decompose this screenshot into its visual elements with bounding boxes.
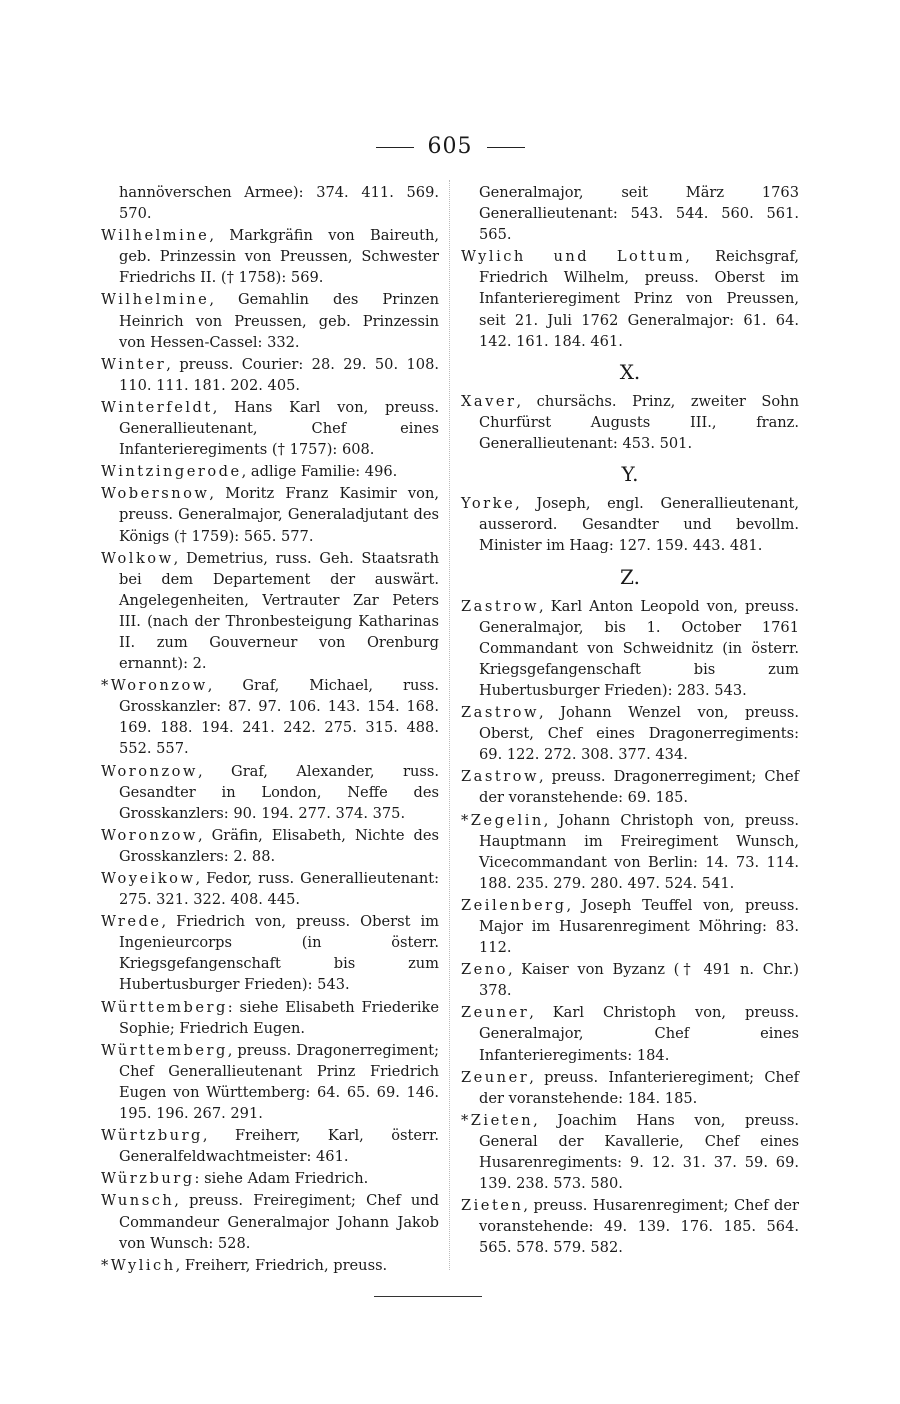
entry-headword: Wolkow [101, 549, 174, 567]
footer-rule [374, 1296, 482, 1297]
entry-text: , Karl Christoph von, preuss. Generalmajor, Chef eines Infanterieregiments: 184. [479, 1004, 799, 1064]
index-entry [101, 868, 439, 910]
index-entry [101, 289, 439, 352]
entry-text: , Gräfin, Elisabeth, Nichte des Grosskanzlers: 2. 88. [119, 826, 439, 865]
entry-text: , Fedor, russ. Generallieutenant: 275. 321. 322. 408. 445. [119, 870, 439, 909]
index-entry [101, 761, 439, 824]
index-entry [101, 1125, 439, 1167]
entry-headword: Wilhelmine [101, 227, 210, 245]
entry-headword: Winterfeldt [101, 398, 213, 416]
entry-headword: Zastrow [461, 704, 539, 722]
entry-headword: Zieten [461, 1197, 524, 1215]
entry-headword: Würtzburg [101, 1127, 203, 1145]
entry-text: , Freiherr, Karl, österr. Generalfeldwachtmeister: 461. [119, 1127, 439, 1166]
entry-headword: Zastrow [461, 768, 539, 786]
entry-text: , preuss. Dragonerregiment; Chef der voranstehende: 69. 185. [479, 768, 799, 807]
index-entry [101, 997, 439, 1039]
index-entry [101, 1040, 439, 1124]
index-entry [461, 1067, 799, 1109]
entry-text: , Graf, Michael, russ. Grosskanzler: 87. 97. 106. 143. 154. 168. 169. 188. 194. 241. 242. 275. 315. 488. 552. 557. [119, 677, 439, 758]
index-entry [461, 493, 799, 556]
entry-text: , Joseph Teuffel von, preuss. Major im Husarenregiment Möhring: 83. 112. [479, 896, 799, 957]
entry-headword: Zastrow [461, 597, 539, 615]
entry-headword: Woyeikow [101, 870, 196, 887]
entry-headword: Württemberg [101, 998, 228, 1016]
entry-headword: Zeilenberg [461, 896, 567, 914]
entry-headword: Wylich und Lottum [461, 248, 686, 266]
index-entry [461, 1002, 799, 1065]
entry-text: , adlige Familie: 496. [241, 463, 398, 481]
entry-headword: Württemberg [101, 1041, 228, 1059]
entry-headword: *Zegelin [461, 811, 544, 829]
index-entry [101, 548, 439, 675]
entry-text: , Joachim Hans von, preuss. General der Kavallerie, Chef eines Husarenregiments: 9. 12. 31. 37. 59. 69. 139. 238. 573. 580. [479, 1111, 799, 1193]
entry-text: hannöverschen Armee): 374. 411. 569. 570. [119, 184, 439, 223]
entry-headword: Zeno [461, 961, 508, 979]
index-entry [461, 702, 799, 765]
entry-text: : siehe Elisabeth Friederike Sophie; Friedrich Eugen. [119, 998, 439, 1037]
index-entry [101, 825, 439, 867]
index-entry [461, 596, 799, 701]
index-entry [101, 182, 439, 224]
index-entry [101, 1255, 439, 1276]
section-letter: X. [619, 359, 641, 384]
entry-text: , preuss. Freiregiment; Chef und Commandeur Generalmajor Johann Jakob von Wunsch: 528. [119, 1192, 439, 1252]
entry-headword: *Zieten [461, 1111, 534, 1129]
entry-text: , Moritz Franz Kasimir von, preuss. Generalmajor, Generaladjutant des Königs († 1759): 565. 577. [119, 485, 439, 545]
index-entry [101, 1190, 439, 1253]
page-header [0, 134, 900, 159]
index-entry [101, 1168, 439, 1189]
index-entry [101, 483, 439, 546]
section-letter: Y. [621, 462, 639, 487]
entry-text: , Karl Anton Leopold von, preuss. Generalmajor, bis 1. October 1761 Commandant von Schweidnitz (in österr. Kriegsgefangenschaft bis zum Hubertusburger Frieden): 283. 543. [479, 597, 799, 699]
entry-text: : siehe Adam Friedrich. [194, 1170, 369, 1188]
entry-text: Generalmajor, seit März 1763 Generallieutenant: 543. 544. 560. 561. 565. [479, 184, 799, 244]
entry-text: , preuss. Dragonerregiment; Chef Generallieutenant Prinz Friedrich Eugen von Württemberg: 64. 65. 69. 146. 195. 196. 267. 291. [119, 1041, 439, 1123]
left-column [101, 182, 439, 1277]
entry-headword: Xaver [461, 392, 517, 410]
index-entry [461, 766, 799, 808]
index-entry [101, 397, 439, 460]
index-entry [461, 1195, 799, 1258]
entry-text: , Reichsgraf, Friedrich Wilhelm, preuss. Oberst im Infanterieregiment Prinz von Preussen, seit 21. Juli 1762 Generalmajor: 61. 64. 142. 161. 184. 461. [479, 248, 799, 350]
entry-headword: Yorke [461, 495, 516, 513]
entry-text: , preuss. Infanterieregiment; Chef der voranstehende: 184. 185. [479, 1068, 799, 1107]
index-entry [461, 959, 799, 1001]
entry-text: , Friedrich von, preuss. Oberst im Ingenieurcorps (in österr. Kriegsgefangenschaft bis zum Hubertusburger Frieden): 543. [119, 913, 439, 994]
entry-headword: Zeuner [461, 1004, 530, 1022]
entry-headword: Wobersnow [101, 485, 210, 503]
page-number: 605 [427, 134, 473, 159]
index-entry [461, 391, 799, 454]
entry-text: , Hans Karl von, preuss. Generallieutenant, Chef eines Infanterieregiments († 1757): 608. [119, 398, 439, 459]
entry-text: , Graf, Alexander, russ. Gesandter in London, Neffe des Grosskanzlers: 90. 194. 277. 374. 375. [119, 762, 439, 822]
index-entry [101, 461, 439, 482]
index-entry [461, 182, 799, 245]
entry-headword: Zeuner [461, 1068, 530, 1086]
entry-text: , Johann Wenzel von, preuss. Oberst, Chef eines Dragonerregiments: 69. 122. 272. 308. 377. 434. [479, 704, 799, 764]
entry-headword: *Wylich [101, 1256, 176, 1274]
entry-text: , preuss. Courier: 28. 29. 50. 108. 110. 111. 181. 202. 405. [119, 355, 439, 394]
index-entry [101, 225, 439, 288]
entry-headword: Würzburg [101, 1170, 195, 1188]
entry-text: , preuss. Husarenregiment; Chef der voranstehende: 49. 139. 176. 185. 564. 565. 578. 579. 582. [479, 1197, 799, 1257]
entry-headword: *Woronzow [101, 677, 208, 695]
entry-text: , Joseph, engl. Generallieutenant, ausserord. Gesandter und bevollm. Minister im Haag: 127. 159. 443. 481. [479, 495, 799, 555]
index-entry [461, 1110, 799, 1194]
entry-text: , Gemahlin des Prinzen Heinrich von Preussen, geb. Prinzessin von Hessen-Cassel: 332. [119, 291, 439, 351]
entry-headword: Wrede [101, 913, 162, 931]
entry-text: , Markgräfin von Baireuth, geb. Prinzessin von Preussen, Schwester Friedrichs II. († 1758): 569. [119, 227, 439, 287]
index-entry [101, 911, 439, 995]
index-entry [101, 354, 439, 396]
entry-text: , chursächs. Prinz, zweiter Sohn Churfürst Augusts III., franz. Generallieutenant: 453. 501. [479, 392, 799, 453]
header-dash-right [487, 147, 525, 148]
index-entry [101, 675, 439, 759]
section-letter: Z. [620, 564, 640, 589]
entry-headword: Winter [101, 355, 167, 373]
right-column [461, 182, 799, 1260]
entry-headword: Wunsch [101, 1192, 175, 1210]
entry-text: , Demetrius, russ. Geh. Staatsrath bei dem Departement der auswärt. Angelegenheiten, Vertrauter Zar Peters III. (nach der Thronbesteigung Katharinas II. zum Gouverneur von Orenburg ernannt): 2. [119, 549, 439, 673]
entry-text: , Kaiser von Byzanz († 491 n. Chr.) 378. [479, 961, 799, 1000]
index-entry [461, 895, 799, 958]
entry-headword: Woronzow [101, 762, 198, 780]
entry-text: , Johann Christoph von, preuss. Hauptmann im Freiregiment Wunsch, Vicecommandant von Berlin: 14. 73. 114. 188. 235. 279. 280. 497. 524. 541. [479, 811, 799, 892]
index-entry [461, 246, 799, 351]
entry-headword: Woronzow [101, 826, 198, 844]
header-dash-left [376, 147, 414, 148]
entry-text: , Freiherr, Friedrich, preuss. [175, 1256, 388, 1274]
entry-headword: Wilhelmine [101, 291, 210, 309]
column-divider [449, 180, 450, 1270]
entry-headword: Wintzingerode [101, 463, 242, 481]
index-entry [461, 810, 799, 894]
